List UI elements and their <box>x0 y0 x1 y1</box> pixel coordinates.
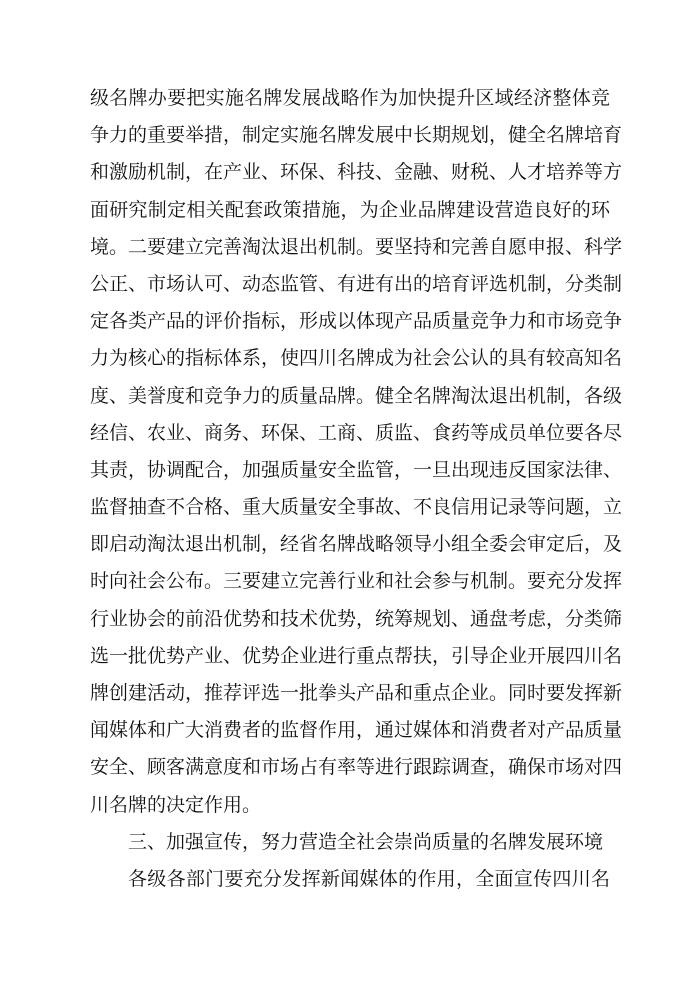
text-line: 境。二要建立完善淘汰退出机制。要坚持和完善自愿申报、科学 <box>90 235 623 258</box>
text-line: 安全、顾客满意度和市场占有率等进行跟踪调查，确保市场对四 <box>90 756 623 779</box>
text-line: 其责，协调配合，加强质量安全监管，一旦出现违反国家法律、 <box>90 458 623 481</box>
text-line: 时向社会公布。三要建立完善行业和社会参与机制。要充分发挥 <box>90 570 623 593</box>
document-body <box>90 80 623 898</box>
text-line: 闻媒体和广大消费者的监督作用，通过媒体和消费者对产品质量 <box>90 719 623 742</box>
text-line: 经信、农业、商务、环保、工商、质监、食药等成员单位要各尽 <box>90 421 623 444</box>
text-line: 级名牌办要把实施名牌发展战略作为加快提升区域经济整体竞 <box>90 87 610 109</box>
text-line: 和激励机制，在产业、环保、科技、金融、财税、人才培养等方 <box>90 161 623 184</box>
text-line: 牌创建活动，推荐评选一批拳头产品和重点企业。同时要发挥新 <box>90 682 623 704</box>
text-line: 即启动淘汰退出机制，经省名牌战略领导小组全委会审定后，及 <box>90 533 623 556</box>
text-line: 面研究制定相关配套政策措施，为企业品牌建设营造良好的环 <box>90 198 610 221</box>
text-line: 选一批优势产业、优势企业进行重点帮扶，引导企业开展四川名 <box>90 644 623 667</box>
text-line: 力为核心的指标体系，使四川名牌成为社会公认的具有较高知名 <box>90 347 623 370</box>
text-line: 行业协会的前沿优势和技术优势，统筹规划、通盘考虑，分类筛 <box>90 607 623 630</box>
text-line: 争力的重要举措，制定实施名牌发展中长期规划，健全名牌培育 <box>90 124 623 147</box>
section-heading: 三、加强宣传，努力营造全社会崇尚质量的名牌发展环境 <box>128 830 604 853</box>
text-line: 监督抽查不合格、重大质量安全事故、不良信用记录等问题，立 <box>90 496 623 519</box>
text-line: 定各类产品的评价指标，形成以体现产品质量竞争力和市场竞争 <box>90 310 623 333</box>
paragraph-first-line: 各级各部门要充分发挥新闻媒体的作用，全面宣传四川名 <box>128 867 610 890</box>
text-line: 公正、市场认可、动态监管、有进有出的培育评选机制，分类制 <box>90 272 623 295</box>
text-line: 度、美誉度和竞争力的质量品牌。健全名牌淘汰退出机制，各级 <box>90 384 623 407</box>
text-line-paragraph-end: 川名牌的决定作用。 <box>90 793 262 816</box>
